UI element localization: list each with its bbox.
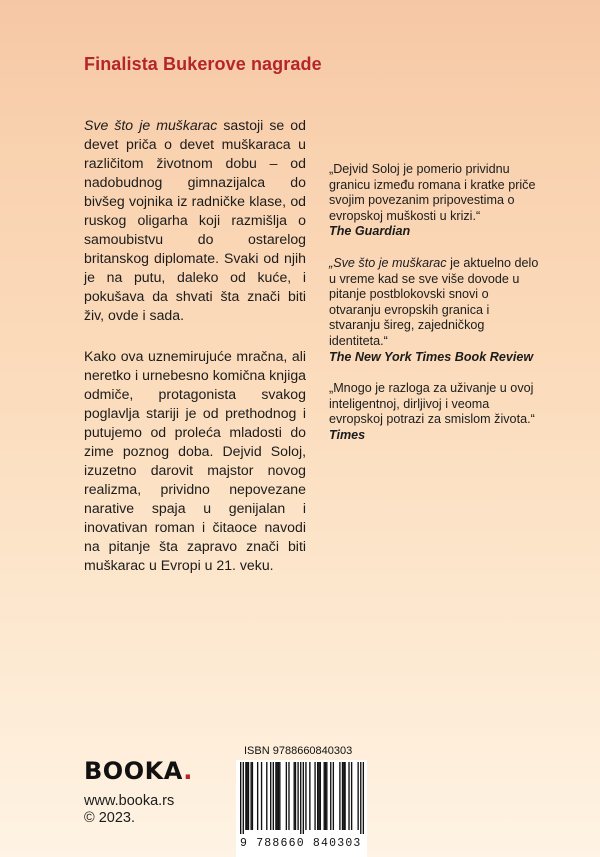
quote-text: „Dejvid Soloj je pomerio prividnu granicu između romana i kratke priče svojim povezanim pripovestima o evropskoj muškosti u krizi.“: [329, 162, 536, 223]
barcode-bar: [357, 762, 358, 830]
barcode-bar: [288, 762, 289, 830]
barcode-bar: [297, 762, 298, 830]
review-quotes: [329, 162, 539, 460]
quote-source: Times: [329, 427, 366, 442]
barcode-bar: [303, 762, 304, 834]
barcode-bar: [360, 762, 361, 834]
review-quote-times: [329, 381, 539, 443]
barcode-bar: [320, 762, 321, 830]
barcode-bar: [325, 762, 326, 830]
barcode-bar: [339, 762, 340, 830]
quote-text: je aktuelno delo u vreme kad se sve više dovode u pitanje postblokovski snovi o otvaranju evropskih granica i stvaranju šireg, zajedničkog identiteta.“: [329, 255, 539, 348]
barcode-bar: [294, 762, 295, 830]
barcode-bar: [344, 762, 345, 830]
quote-text: „Mnogo je razloga za uživanje u ovoj inteligentnoj, dirljivoj i veoma evropskoj potrazi za smislom života.“: [329, 381, 535, 427]
barcode-bar: [309, 762, 310, 830]
barcode-bar: [318, 762, 319, 830]
barcode-bar: [277, 762, 278, 830]
barcode-bar: [348, 762, 349, 830]
barcode-bar: [252, 762, 253, 830]
description-text-1: sastoji se od devet priča o devet muškaraca u različitom životnom dobu – od nadobudnog gimnazijalca do bivšeg vojnika iz radničke klase, od ruskog oligarha koji razmišlja o samoubistvu do ostarelog britanskog diplomate. Svaki od njih je na putu, daleko od kuće, i pokušava da shvati šta znači biti živ, ovde i sada.: [84, 117, 306, 323]
publisher-website[interactable]: www.booka.rs: [84, 793, 175, 809]
book-title-inline: Sve što je muškarac: [84, 117, 218, 133]
review-quote-nyt: [329, 256, 539, 365]
barcode-bar: [295, 762, 296, 830]
barcode-bar: [266, 762, 267, 830]
barcode-bar: [351, 762, 352, 830]
barcode-bar: [279, 762, 280, 830]
isbn-label: ISBN 9788660840303: [244, 745, 353, 757]
barcode-bar: [257, 762, 258, 830]
barcode-bar: [261, 762, 262, 830]
publisher-logo-text: BOOKA: [84, 757, 184, 785]
barcode-bar: [243, 762, 244, 834]
barcode-bar: [248, 762, 249, 830]
barcode-bar: [270, 762, 271, 830]
barcode-bar: [326, 762, 327, 830]
barcode-bar: [300, 762, 301, 834]
barcode-bar: [245, 762, 246, 830]
barcode-bar: [324, 762, 325, 830]
headline: Finalista Bukerove nagrade: [84, 54, 322, 74]
barcode-bar: [363, 762, 364, 834]
barcode-bar: [343, 762, 344, 830]
barcode-bar: [273, 762, 274, 830]
barcode-bar: [330, 762, 331, 830]
description-paragraph-2: Kako ova uznemirujuće mračna, ali neretko i urnebesno komična knjiga odmiče, protagonista svakog poglavlja stariji je od prethodnog i putujemo od proleća mladosti do zime poznog doba. Dejvid Soloj, izuzetno darovit majstor novog realizma, prividno nepovezane narative spaja u genijalan i inovativan roman i čitaoce navodi na pitanje šta zapravo znači biti muškarac u Evropi u 21. veku.: [84, 348, 306, 573]
barcode-bar: [240, 762, 241, 834]
quote-source: The Guardian: [329, 224, 411, 239]
publisher-logo: [84, 757, 193, 785]
publisher-logo-dot: .: [183, 757, 193, 785]
review-quote-guardian: [329, 162, 539, 240]
barcode-bar: [286, 762, 287, 830]
barcode-bar: [247, 762, 248, 830]
quote-book-title: „Sve što je muškarac: [329, 255, 447, 270]
barcode-bar: [305, 762, 306, 830]
barcode-bar: [275, 762, 276, 830]
barcode-bar: [278, 762, 279, 830]
barcode-bar: [250, 762, 251, 830]
barcode-bar: [342, 762, 343, 830]
book-description: [84, 116, 306, 597]
barcode-bar: [317, 762, 318, 830]
isbn-barcode: [240, 762, 364, 834]
quote-source: The New York Times Book Review: [329, 349, 534, 364]
barcode-bar: [333, 762, 334, 830]
copyright-notice: © 2023.: [84, 810, 135, 826]
barcode-digits: 9 788660 840303: [240, 837, 362, 850]
description-paragraph-1: [84, 116, 306, 325]
barcode-bar: [314, 762, 315, 830]
